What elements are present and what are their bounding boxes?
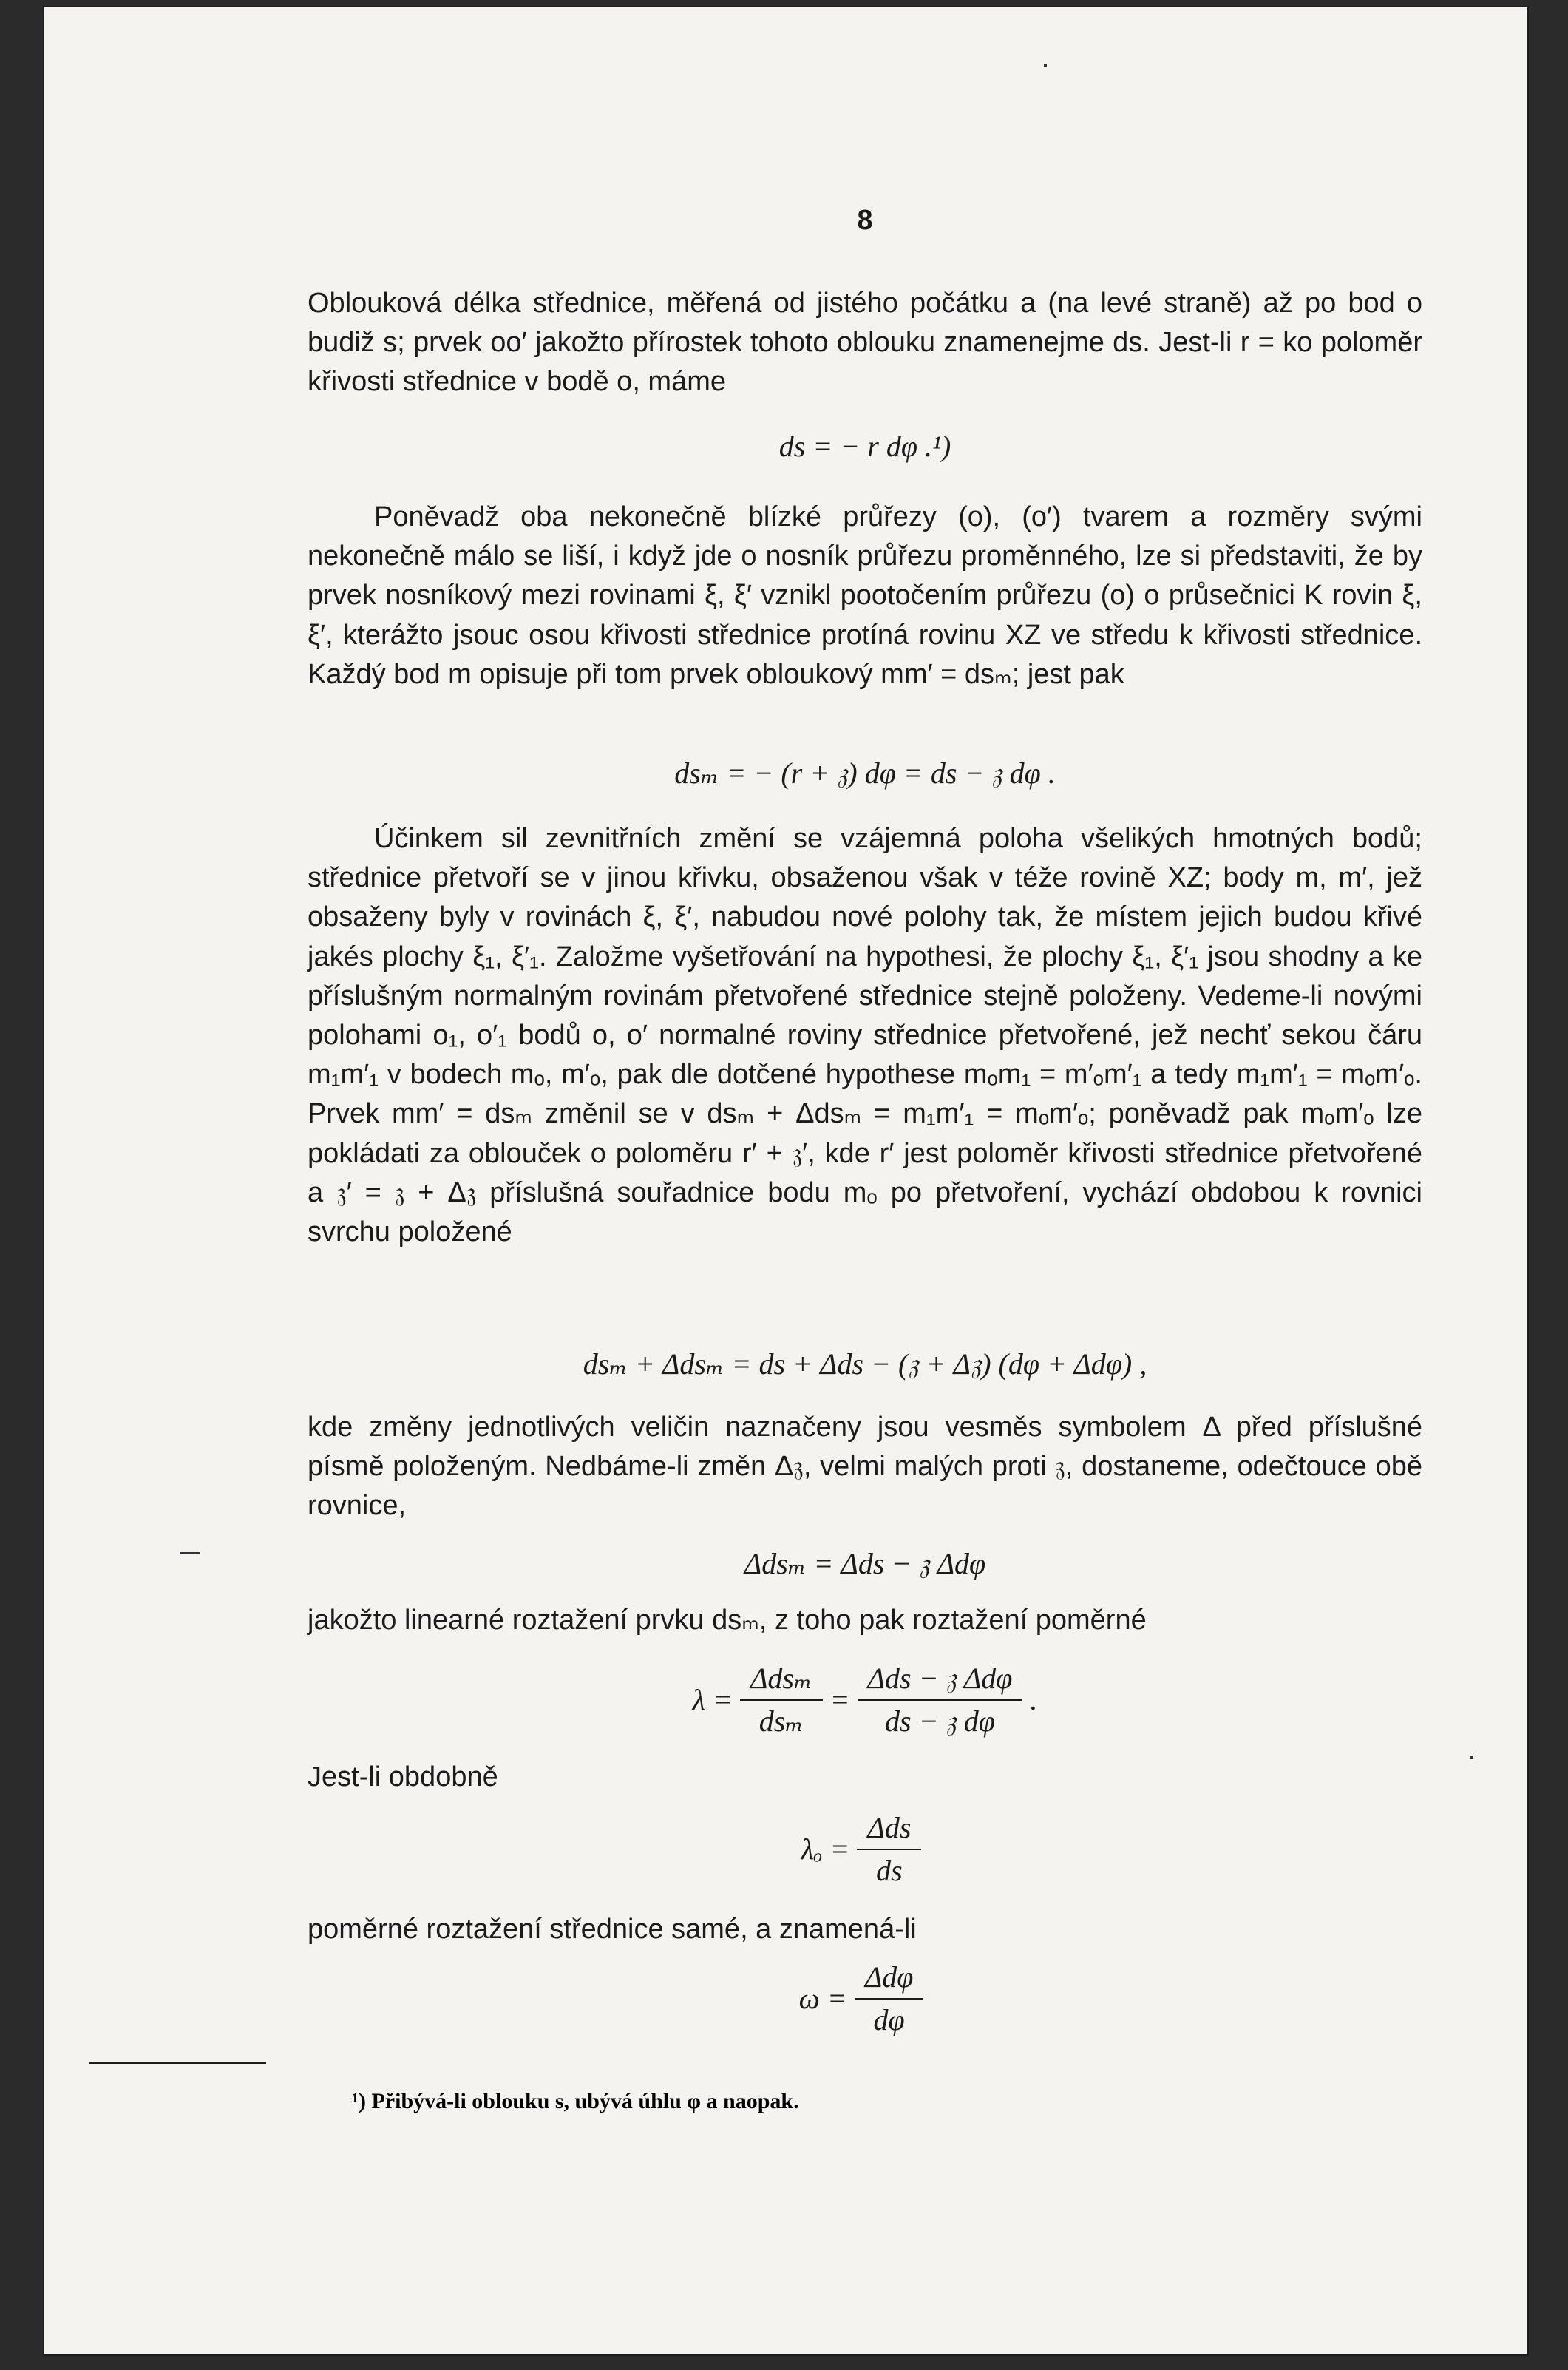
eq5-end: . [1030,1683,1038,1717]
document-page [43,6,1529,2356]
equation-3: dsₘ + Δdsₘ = ds + Δds − (𝔷 + Δ𝔷) (dφ + Δdφ) , [583,1347,1147,1381]
equation-5 [308,1661,1422,1739]
eq5-fraction-2 [858,1661,1023,1739]
eq5-equals: = [829,1683,850,1717]
scan-speck [180,1552,200,1554]
paragraph-7: poměrné roztažení střednice samé, a znamená-li [308,1914,917,1945]
paragraph-1: Oblouková délka střednice, měřená od jistého počátku a (na levé straně) až po bod o budiž s; prvek oo′ jakožto přírostek tohoto oblouku znamenejme ds. Jest-li r = ko poloměr křivosti střednice v bodě o, máme [308,288,1422,398]
scan-speck [1470,1756,1473,1759]
scan-speck [1044,64,1047,67]
eq6-lhs: λₒ = [801,1832,850,1866]
equation-6 [308,1810,1422,1889]
eq6-numerator: Δds [857,1810,921,1850]
equation-1: ds = − r dφ .¹) [778,430,951,463]
footnote-separator [89,2062,266,2064]
eq7-lhs: ω = [798,1982,847,2016]
eq5-fraction-2-numerator: Δds − 𝔷 Δdφ [858,1661,1023,1701]
eq5-fraction-1-numerator: Δdsₘ [740,1661,823,1701]
eq7-numerator: Δdφ [855,1960,924,2000]
eq5-fraction-2-denominator: ds − 𝔷 dφ [885,1704,995,1738]
paragraph-5: jakožto linearné roztažení prvku dsₘ, z toho pak roztažení poměrné [308,1605,1147,1636]
paragraph-6: Jest-li obdobně [308,1761,498,1792]
eq5-lhs: λ = [692,1683,733,1717]
footnote: ¹) Přibývá-li oblouku s, ubývá úhlu φ a naopak. [352,2089,799,2113]
paragraph-3: Účinkem sil zevnitřních změní se vzájemná poloha všelikých hmotných bodů; střednice přetvoří se v jinou křivku, obsaženou však v téže rovině XZ; body m, m′, jež obsaženy byly v rovinách ξ, ξ′, nabudou nové polohy tak, že místem jejich budou křivé jakés plochy ξ₁, ξ′₁. Založme vyšetřování na hypothesi, že plochy ξ₁, ξ′₁ jsou shodny a ke příslušným normalným rovinám přetvořené střednice stejně položeny. Vedeme-li novými polohami o₁, o′₁ bodů o, o′ normalné roviny střednice přetvořené, jež nechť sekou čáru m₁m′₁ v bodech mₒ, m′ₒ, pak dle dotčené hypothese mₒm₁ = m′ₒm′₁ a tedy m₁m′₁ = mₒm′ₒ. Prvek mm′ = dsₘ změnil se v dsₘ + Δdsₘ = m₁m′₁ = mₒm′ₒ; poněvadž pak mₒm′ₒ lze pokládati za oblouček o poloměru r′ + 𝔷′, kde r′ jest poloměr křivosti střednice přetvořené a 𝔷′ = 𝔷 + Δ𝔷 příslušná souřadnice bodu mₒ po přetvoření, vychází obdobou k rovnici svrchu položené [308,823,1422,1248]
equation-4: Δdsₘ = Δds − 𝔷 Δdφ [744,1547,986,1580]
page-number: 8 [857,205,873,236]
equation-2: dsₘ = − (r + 𝔷) dφ = ds − 𝔷 dφ . [674,756,1056,790]
eq6-denominator: ds [876,1854,903,1887]
eq7-denominator: dφ [873,2003,905,2036]
eq5-fraction-1-denominator: dsₘ [758,1704,804,1738]
eq6-fraction [857,1810,921,1889]
paragraph-4: kde změny jednotlivých veličin naznačeny jsou vesměs symbolem Δ před příslušné písmě položeným. Nedbáme-li změn Δ𝔷, velmi malých proti 𝔷, dostaneme, odečtouce obě rovnice, [308,1412,1422,1522]
eq7-fraction [855,1960,924,2038]
paragraph-2: Poněvadž oba nekonečně blízké průřezy (o), (o′) tvarem a rozměry svými nekonečně málo se liší, i když jde o nosník průřezu proměnného, lze si představiti, že by prvek nosníkový mezi rovinami ξ, ξ′ vznikl pootočením průřezu (o) o průsečnici K rovin ξ, ξ′, kterážto jsouc osou křivosti střednice protíná rovinu XZ ve středu k křivosti střednice. Každý bod m opisuje při tom prvek obloukový mm′ = dsₘ; jest pak [308,501,1422,690]
equation-7 [308,1960,1422,2038]
eq5-fraction-1 [740,1661,823,1739]
